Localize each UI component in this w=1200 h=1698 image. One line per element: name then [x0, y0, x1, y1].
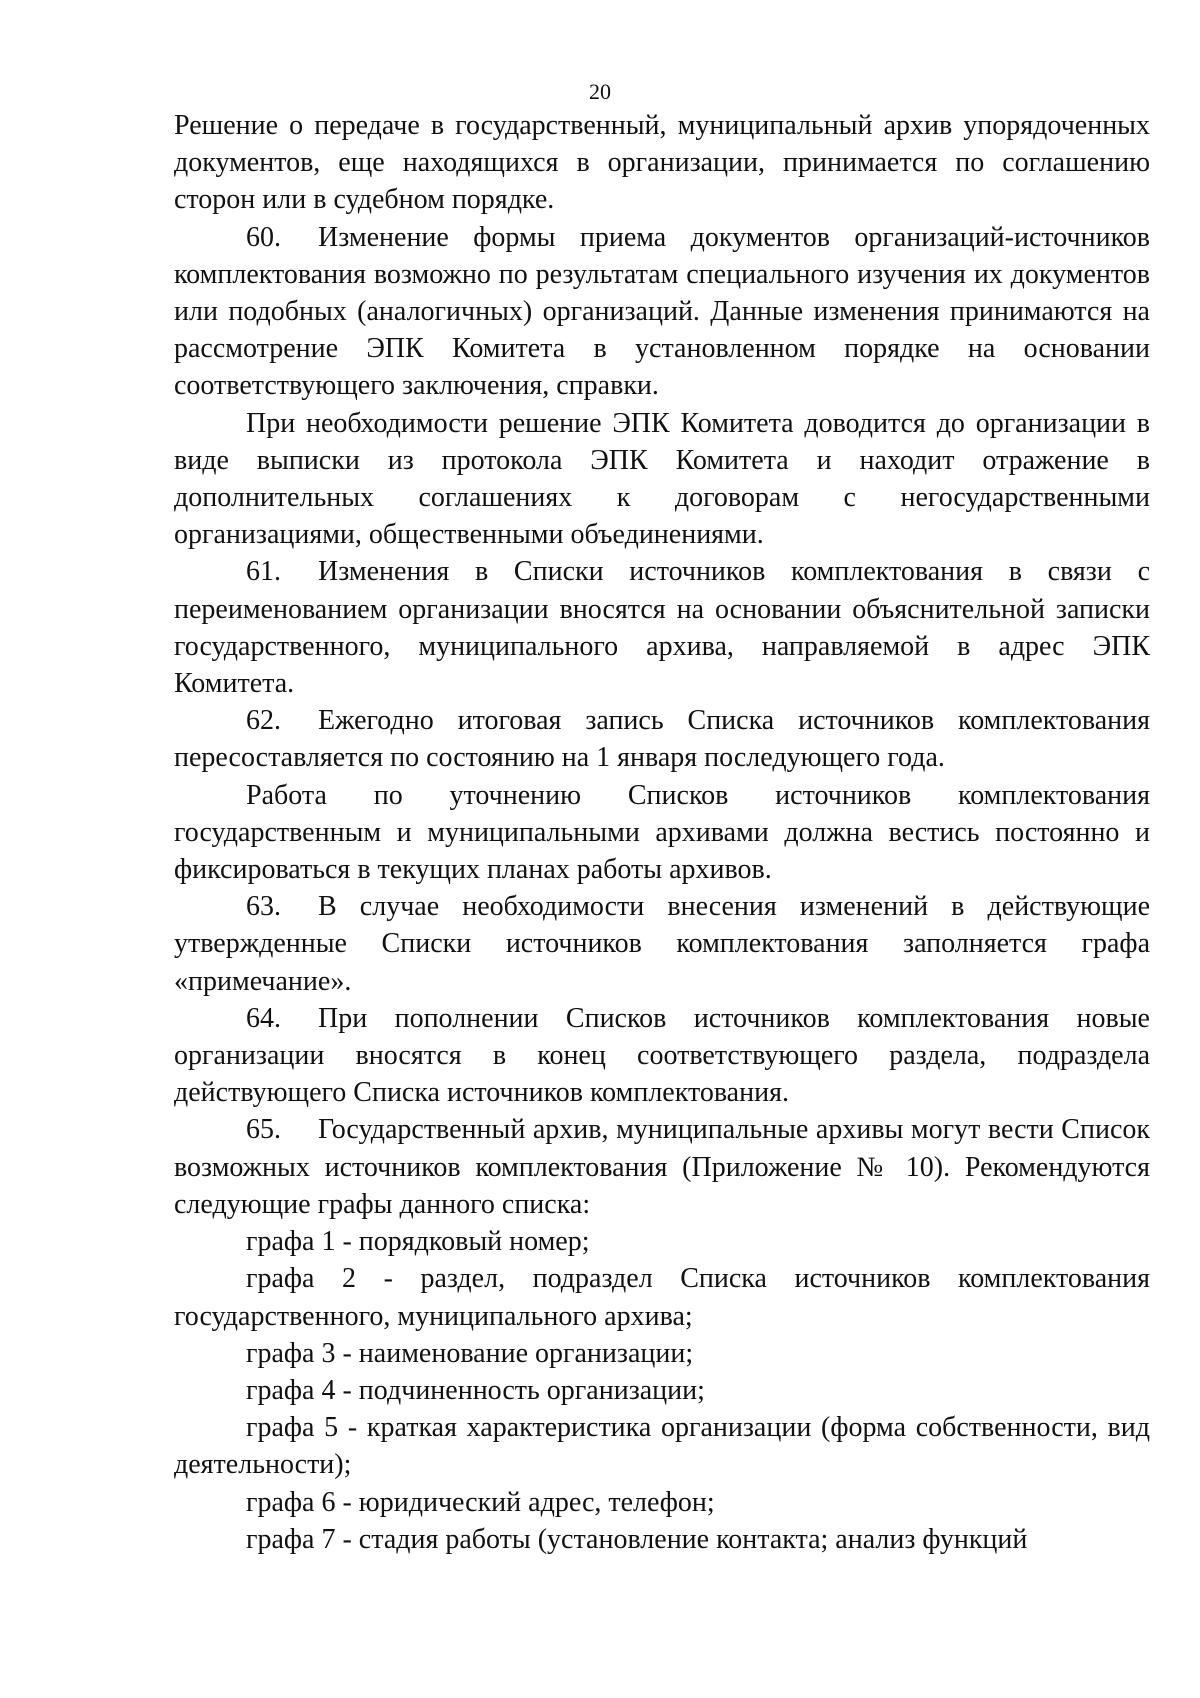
list-item-column-1	[174, 1223, 1150, 1260]
clause-number: 64.	[246, 1002, 281, 1034]
paragraph-text: графа 7 - стадия работы (установление контакта; анализ функций	[246, 1523, 1028, 1555]
paragraph-text: При пополнении Списков источников комплектования новые организации вносятся в конец соответствующего раздела, подраздела действующего Списка источников комплектования.	[174, 1002, 1150, 1109]
clause-61	[174, 553, 1150, 702]
list-item-column-7	[174, 1521, 1150, 1558]
paragraph-text: В случае необходимости внесения изменений в действующие утвержденные Списки источников комплектования заполняется графа «примечание».	[174, 891, 1150, 997]
clause-60	[174, 219, 1150, 405]
clause-63	[174, 888, 1150, 1000]
paragraph-text: Ежегодно итоговая запись Списка источников комплектования пересоставляется по состоянию на 1 января последующего года.	[174, 705, 1150, 774]
paragraph-text: Работа по уточнению Списков источников комплектования государственным и муниципальными архивами должна вестись постоянно и фиксироваться в текущих планах работы архивов.	[174, 779, 1150, 886]
paragraph-text: графа 1 - порядковый номер;	[246, 1226, 590, 1258]
paragraph-text: графа 2 - раздел, подраздел Списка источников комплектования государственного, муниципального архива;	[174, 1263, 1150, 1332]
list-item-column-3	[174, 1335, 1150, 1372]
list-item-column-4	[174, 1372, 1150, 1409]
clause-number: 61.	[246, 556, 281, 588]
page-number: 20	[589, 79, 611, 104]
list-item-column-2	[174, 1260, 1150, 1334]
clause-number: 63.	[246, 891, 281, 923]
clause-number: 65.	[246, 1114, 281, 1146]
paragraph-text: Государственный архив, муниципальные архивы могут вести Список возможных источников комплектования (Приложение № 10). Рекомендуются следующие графы данного списка:	[174, 1114, 1150, 1220]
paragraph	[174, 777, 1150, 889]
clause-62	[174, 702, 1150, 776]
paragraph	[174, 405, 1150, 554]
clause-number: 62.	[246, 705, 281, 737]
paragraph-text: Изменения в Списки источников комплектования в связи с переименованием организации вносятся на основании объяснительной записки государственного, муниципального архива, направляемой в адрес ЭПК Комитета.	[174, 556, 1150, 700]
clause-65	[174, 1111, 1150, 1223]
paragraph-text: графа 6 - юридический адрес, телефон;	[246, 1486, 715, 1518]
list-item-column-6	[174, 1484, 1150, 1521]
paragraph-text: При необходимости решение ЭПК Комитета доводится до организации в виде выписки из протокола ЭПК Комитета и находит отражение в дополнительных соглашениях к договорам с негосударственными организациями, общественными объединениями.	[174, 407, 1150, 551]
document-body	[174, 107, 1150, 1558]
paragraph-text: Изменение формы приема документов организаций-источников комплектования возможно по результатам специального изучения их документов или подобных (аналогичных) организаций. Данные изменения принимаются на рассмотрение ЭПК Комитета в установленном порядке на основании соответствующего заключения, справки.	[174, 221, 1150, 402]
clause-number: 60.	[246, 221, 281, 253]
clause-64	[174, 1000, 1150, 1112]
paragraph-continuation	[174, 107, 1150, 219]
paragraph-text: Решение о передаче в государственный, муниципальный архив упорядоченных документов, еще находящихся в организации, принимается по соглашению сторон или в судебном порядке.	[174, 110, 1150, 216]
paragraph-text: графа 5 - краткая характеристика организации (форма собственности, вид деятельности);	[174, 1412, 1150, 1481]
paragraph-text: графа 3 - наименование организации;	[246, 1337, 694, 1369]
paragraph-text: графа 4 - подчиненность организации;	[246, 1374, 705, 1406]
list-item-column-5	[174, 1409, 1150, 1483]
